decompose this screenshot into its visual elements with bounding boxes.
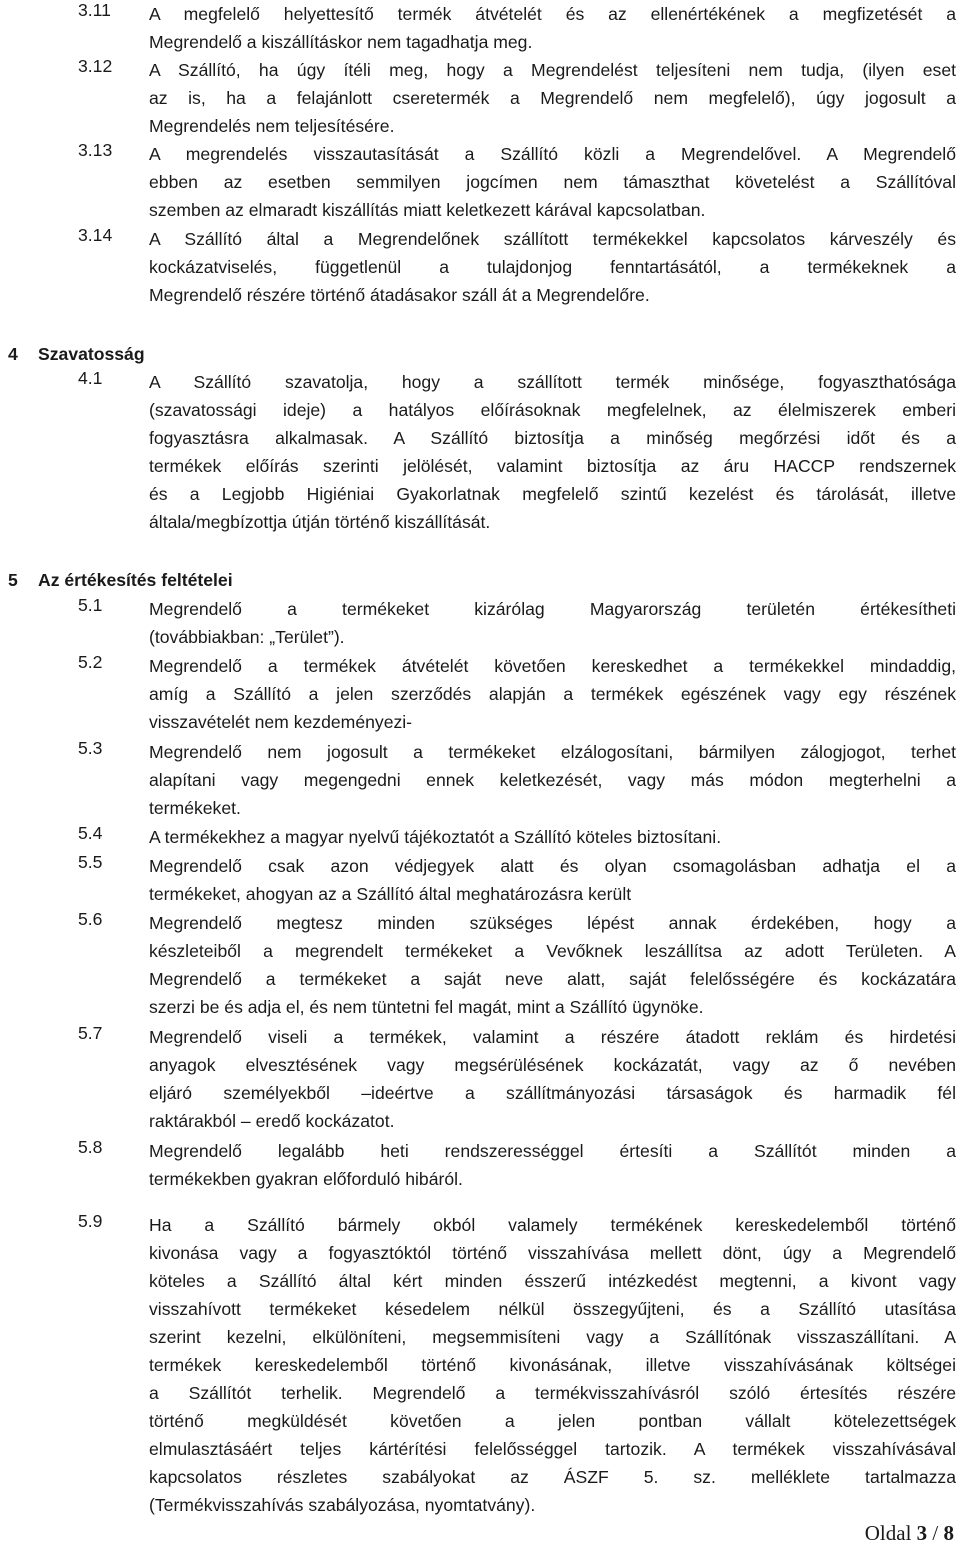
clause-number: 3.14 bbox=[78, 225, 113, 245]
page-number bbox=[865, 1518, 954, 1548]
clause-number: 5.4 bbox=[78, 823, 103, 843]
page-separator: / bbox=[932, 1521, 939, 1545]
clause-number: 5.8 bbox=[78, 1137, 103, 1157]
clause-text: Megrendelő nem jogosult a termékeket elzálogosítani, bármilyen zálogjogot, terhet alapítani vagy megengedni ennek keletkezését, vagy más módon megterhelni a termékeket. bbox=[149, 742, 956, 818]
clause-number: 5.6 bbox=[78, 909, 103, 929]
section-title: Az értékesítés feltételei bbox=[38, 570, 233, 590]
clause-text: Megrendelő legalább heti rendszerességgel értesíti a Szállítót minden a termékekben gyakran előforduló hibáról. bbox=[149, 1141, 956, 1189]
clause-text: A Szállító szavatolja, hogy a szállított termék minősége, fogyaszthatósága (szavatossági ideje) a hatályos előírásoknak megfelelnek, az élelmiszerek emberi fogyasztásra alkalmasak. A Szállító biztosítja a minőség megőrzési időt és a termékek előírás szerinti jelölését, valamint biztosítja az áru HACCP rendszernek és a Legjobb Higiéniai Gyakorlatnak megfelelő szintű kezelést és tárolását, illetve általa/megbízottja útján történő kiszállítását. bbox=[149, 372, 956, 532]
clause-text: Ha a Szállító bármely okból valamely termékének kereskedelemből történő kivonása vagy a fogyasztóktól történő visszahívása mellett dönt, úgy a Megrendelő köteles a Szállító által kért minden ésszerű intézkedést megtenni, a kivont vagy visszahívott termékeket késedelem nélkül összegyűjteni, és a Szállító utasítása szerint kezelni, elkülöníteni, megsemmisíteni vagy a Szállítónak visszaszállítani. A termékek kereskedelemből történő kivonásának, illetve visszahívásának költségei a Szállítót terhelik. Megrendelő a termékvisszahívásról szóló értesítés részére történő megküldését követően a jelen pontban vállalt kötelezettségek elmulasztásáért teljes kártérítési felelősséggel tartozik. A termékek visszahívásával kapcsolatos részletes szabályokat az ÁSZF 5. sz. melléklete tartalmazza (Termékvisszahívás szabályozása, nyomtatvány). bbox=[149, 1215, 956, 1515]
clause-number: 5.5 bbox=[78, 852, 103, 872]
clause-text: A Szállító által a Megrendelőnek szállított termékekkel kapcsolatos kárveszély és kockázatviselés, függetlenül a tulajdonjog fenntartásától, a termékeknek a Megrendelő részére történő átadásakor száll át a Megrendelőre. bbox=[149, 229, 956, 305]
page-current: 3 bbox=[916, 1521, 928, 1545]
page-label: Oldal bbox=[864, 1521, 912, 1545]
clause-text: A termékekhez a magyar nyelvű tájékoztatót a Szállító köteles biztosítani. bbox=[149, 827, 722, 847]
clause-number: 5.7 bbox=[78, 1023, 103, 1043]
clause-number: 3.11 bbox=[78, 0, 111, 20]
clause-text: Megrendelő megtesz minden szükséges lépést annak érdekében, hogy a készleteiből a megrendelt termékeket a Vevőknek leszállítsa az adott Területen. A Megrendelő a termékeket a saját neve alatt, saját felelősségére és kockázatára szerzi be és adja el, és nem tüntetni fel magát, mint a Szállító ügynöke. bbox=[149, 913, 956, 1017]
clause-text: Megrendelő a termékek átvételét követően kereskedhet a termékekkel mindaddig, amíg a Szállító a jelen szerződés alapján a termékek egészének vagy egy részének visszavételét nem kezdeményezi- bbox=[149, 656, 956, 732]
clause-number: 5.9 bbox=[78, 1211, 103, 1231]
clause-number: 5.2 bbox=[78, 652, 103, 672]
clause-number: 4.1 bbox=[78, 368, 103, 388]
clause-text: A Szállító, ha úgy ítéli meg, hogy a Megrendelést teljesíteni nem tudja, (ilyen eset az is, ha a felajánlott cseretermék a Megrendelő nem megfelelő), úgy jogosult a Megrendelés nem teljesítésére. bbox=[149, 60, 956, 136]
section-number: 5 bbox=[8, 570, 18, 590]
clause-number: 5.1 bbox=[78, 595, 103, 615]
clause-text: Megrendelő viseli a termékek, valamint a részére átadott reklám és hirdetési anyagok elvesztésének vagy megsérülésének kockázatát, vagy az ő nevében eljáró személyekből –ideértve a szállítmányozási társaságok és harmadik fél raktárakból – eredő kockázatot. bbox=[149, 1027, 956, 1131]
clause-text: A megfelelő helyettesítő termék átvételét és az ellenértékének a megfizetését a Megrendelő a kiszállításkor nem tagadhatja meg. bbox=[149, 4, 956, 52]
clause-text: Megrendelő csak azon védjegyek alatt és olyan csomagolásban adhatja el a termékeket, ahogyan az a Szállító által meghatározásra került bbox=[149, 856, 956, 904]
section-number: 4 bbox=[8, 344, 18, 364]
clause-number: 5.3 bbox=[78, 738, 103, 758]
clause-text: A megrendelés visszautasítását a Szállító közli a Megrendelővel. A Megrendelő ebben az esetben semmilyen jogcímen nem támaszthat követelést a Szállítóval szemben az elmaradt kiszállítás miatt keletkezett kárával kapcsolatban. bbox=[149, 144, 956, 220]
clause-text: Megrendelő a termékeket kizárólag Magyarország területén értékesítheti (továbbiakban: „Terület”). bbox=[149, 599, 956, 647]
section-title: Szavatosság bbox=[38, 344, 145, 364]
clause-number: 3.13 bbox=[78, 140, 113, 160]
clause-number: 3.12 bbox=[78, 56, 113, 76]
page-total: 8 bbox=[943, 1521, 954, 1545]
